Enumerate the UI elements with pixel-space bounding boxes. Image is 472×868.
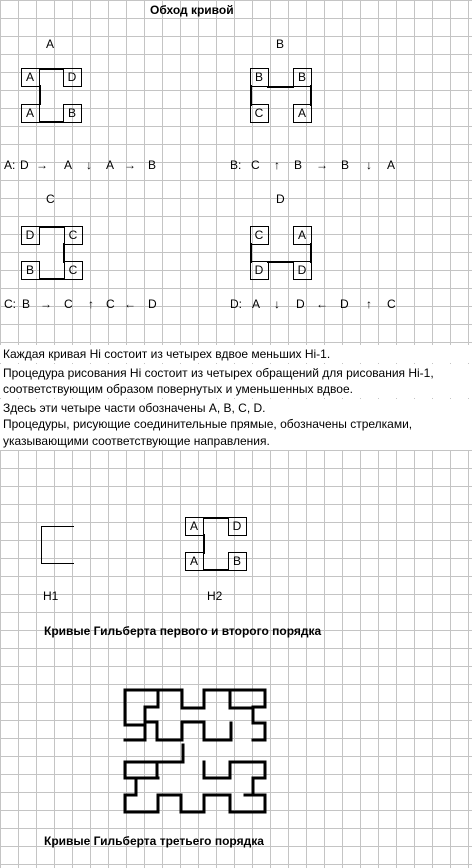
seq-b-label: B: xyxy=(230,158,242,172)
seq-d-label: D: xyxy=(230,297,242,311)
panel-a-box-tr xyxy=(64,69,82,87)
panel-b-cell-tr: B xyxy=(297,70,306,84)
seq-a-label: A: xyxy=(4,158,16,172)
panel-c-cell-br: C xyxy=(68,263,78,277)
seq-c-label: C: xyxy=(4,297,16,311)
panel-c-cell-tr: C xyxy=(68,228,78,242)
panel-d-cell-bl: D xyxy=(254,263,264,277)
panel-d-box-tr xyxy=(294,227,312,245)
panel-d-cell-tl: C xyxy=(254,228,264,242)
seq-a-arrow-2: ↓ xyxy=(86,158,92,172)
panel-d-title: D xyxy=(276,192,285,206)
panel-c-box-tl xyxy=(22,227,40,245)
panel-d-cell-br: D xyxy=(297,263,307,277)
seq-d-arrow-1: ↓ xyxy=(274,297,280,311)
panel-d-box-bl xyxy=(251,262,269,280)
order3-tl-lower xyxy=(125,720,145,740)
description-line-4: Здесь эти четыре части обозначены A, B, C, D. xyxy=(0,399,472,417)
seq-a-item-1: D xyxy=(20,158,29,172)
h2-cell-tl: A xyxy=(189,519,198,533)
panel-c-cell-tl: D xyxy=(25,228,35,242)
h2-box-bl xyxy=(186,553,204,571)
seq-c-item-4: D xyxy=(148,297,157,311)
seq-b-arrow-3: ↓ xyxy=(366,158,372,172)
panel-d-box-br xyxy=(294,262,312,280)
order3-tl-upper xyxy=(126,690,158,740)
panel-c-box-tr xyxy=(65,227,83,245)
seq-d-item-3: D xyxy=(340,297,349,311)
h1-label: H1 xyxy=(43,589,59,603)
order3-center-link xyxy=(157,745,183,778)
seq-d-item-4: C xyxy=(387,297,396,311)
panel-c-title: C xyxy=(46,192,55,206)
seq-c-arrow-3: ← xyxy=(124,297,136,311)
seq-c-arrow-2: ↑ xyxy=(88,297,94,311)
panel-a-cell-tr: D xyxy=(67,70,77,84)
connectors xyxy=(40,69,311,570)
seq-c-arrow-1: → xyxy=(40,297,52,311)
description-line-5: Процедуры, рисующие соединительные прямые, обозначены стрелками, xyxy=(0,415,472,433)
order3-tr-inner xyxy=(230,690,250,708)
seq-c-item-3: C xyxy=(106,297,115,311)
panel-b-box-tr xyxy=(294,69,312,87)
caption-order-1-2: Кривые Гильберта первого и второго порядка xyxy=(44,624,322,638)
seq-b-item-3: B xyxy=(341,158,350,172)
page-title: Обход кривой xyxy=(150,3,234,17)
h2-cell-br: B xyxy=(232,554,241,568)
panel-a-cell-bl: A xyxy=(25,106,34,120)
seq-a-arrow-1: → xyxy=(36,158,48,172)
h2-box-br xyxy=(229,553,247,571)
cell-boxes xyxy=(22,69,312,571)
h2-cell-tr: D xyxy=(232,519,242,533)
panel-a-box-br xyxy=(64,105,82,123)
panel-a-title: A xyxy=(46,37,55,51)
order3-top-middle xyxy=(158,690,230,708)
panel-b-title: B xyxy=(276,37,285,51)
order3-tr-right xyxy=(230,690,265,740)
h1-curve xyxy=(42,527,75,564)
panel-b-box-bl xyxy=(251,105,269,123)
caption-order-3: Кривые Гильберта третьего порядка xyxy=(44,834,264,848)
panel-b-box-tl xyxy=(251,69,269,87)
order3-lower-path xyxy=(125,762,265,812)
description-line-6: указывающими соответствующие направления. xyxy=(0,432,472,450)
seq-b-item-1: C xyxy=(251,158,260,172)
h2-label: H2 xyxy=(207,589,223,603)
order3-tl-left xyxy=(125,690,145,725)
seq-c-item-2: C xyxy=(64,297,73,311)
panel-b-box-br xyxy=(294,105,312,123)
hilbert-order-3 xyxy=(125,690,265,812)
seq-a-item-3: A xyxy=(106,158,115,172)
seq-d-item-2: D xyxy=(296,297,305,311)
seq-b-item-2: B xyxy=(294,158,303,172)
description-line-2: Процедура рисования Hi состоит из четырех обращений для рисования Hi-1, xyxy=(0,364,472,382)
h2-box-tr xyxy=(229,518,247,536)
panel-c-cell-bl: B xyxy=(25,263,34,277)
seq-a-arrow-3: → xyxy=(124,158,136,172)
h2-cell-bl: A xyxy=(189,554,198,568)
panel-b-cell-bl: C xyxy=(254,106,264,120)
order3-middle-row xyxy=(157,722,231,740)
seq-a-item-4: B xyxy=(148,158,157,172)
panel-b-cell-tl: B xyxy=(254,70,263,84)
seq-a-item-2: A xyxy=(64,158,73,172)
seq-b-arrow-2: → xyxy=(316,158,328,172)
panel-c-box-bl xyxy=(22,262,40,280)
h2-box-tl xyxy=(186,518,204,536)
panel-c-box-br xyxy=(65,262,83,280)
panel-a-cell-tl: A xyxy=(25,70,34,84)
seq-c-item-1: B xyxy=(22,297,31,311)
panel-d-cell-tr: A xyxy=(297,228,306,242)
panel-d-box-tl xyxy=(251,227,269,245)
seq-d-item-1: A xyxy=(252,297,261,311)
panel-a-cell-br: B xyxy=(67,106,76,120)
seq-d-arrow-3: ↑ xyxy=(366,297,372,311)
panel-b-cell-br: A xyxy=(297,106,306,120)
seq-b-arrow-1: ↑ xyxy=(274,158,280,172)
seq-b-item-4: A xyxy=(387,158,396,172)
panel-a-box-tl xyxy=(22,69,40,87)
description-line-3: соответствующим образом повернутых и уменьшенных вдвое. xyxy=(0,380,472,398)
description-line-1: Каждая кривая Hi состоит из четырех вдвое меньших Hi-1. xyxy=(0,345,472,363)
panel-a-box-bl xyxy=(22,105,40,123)
seq-d-arrow-2: ← xyxy=(316,297,328,311)
